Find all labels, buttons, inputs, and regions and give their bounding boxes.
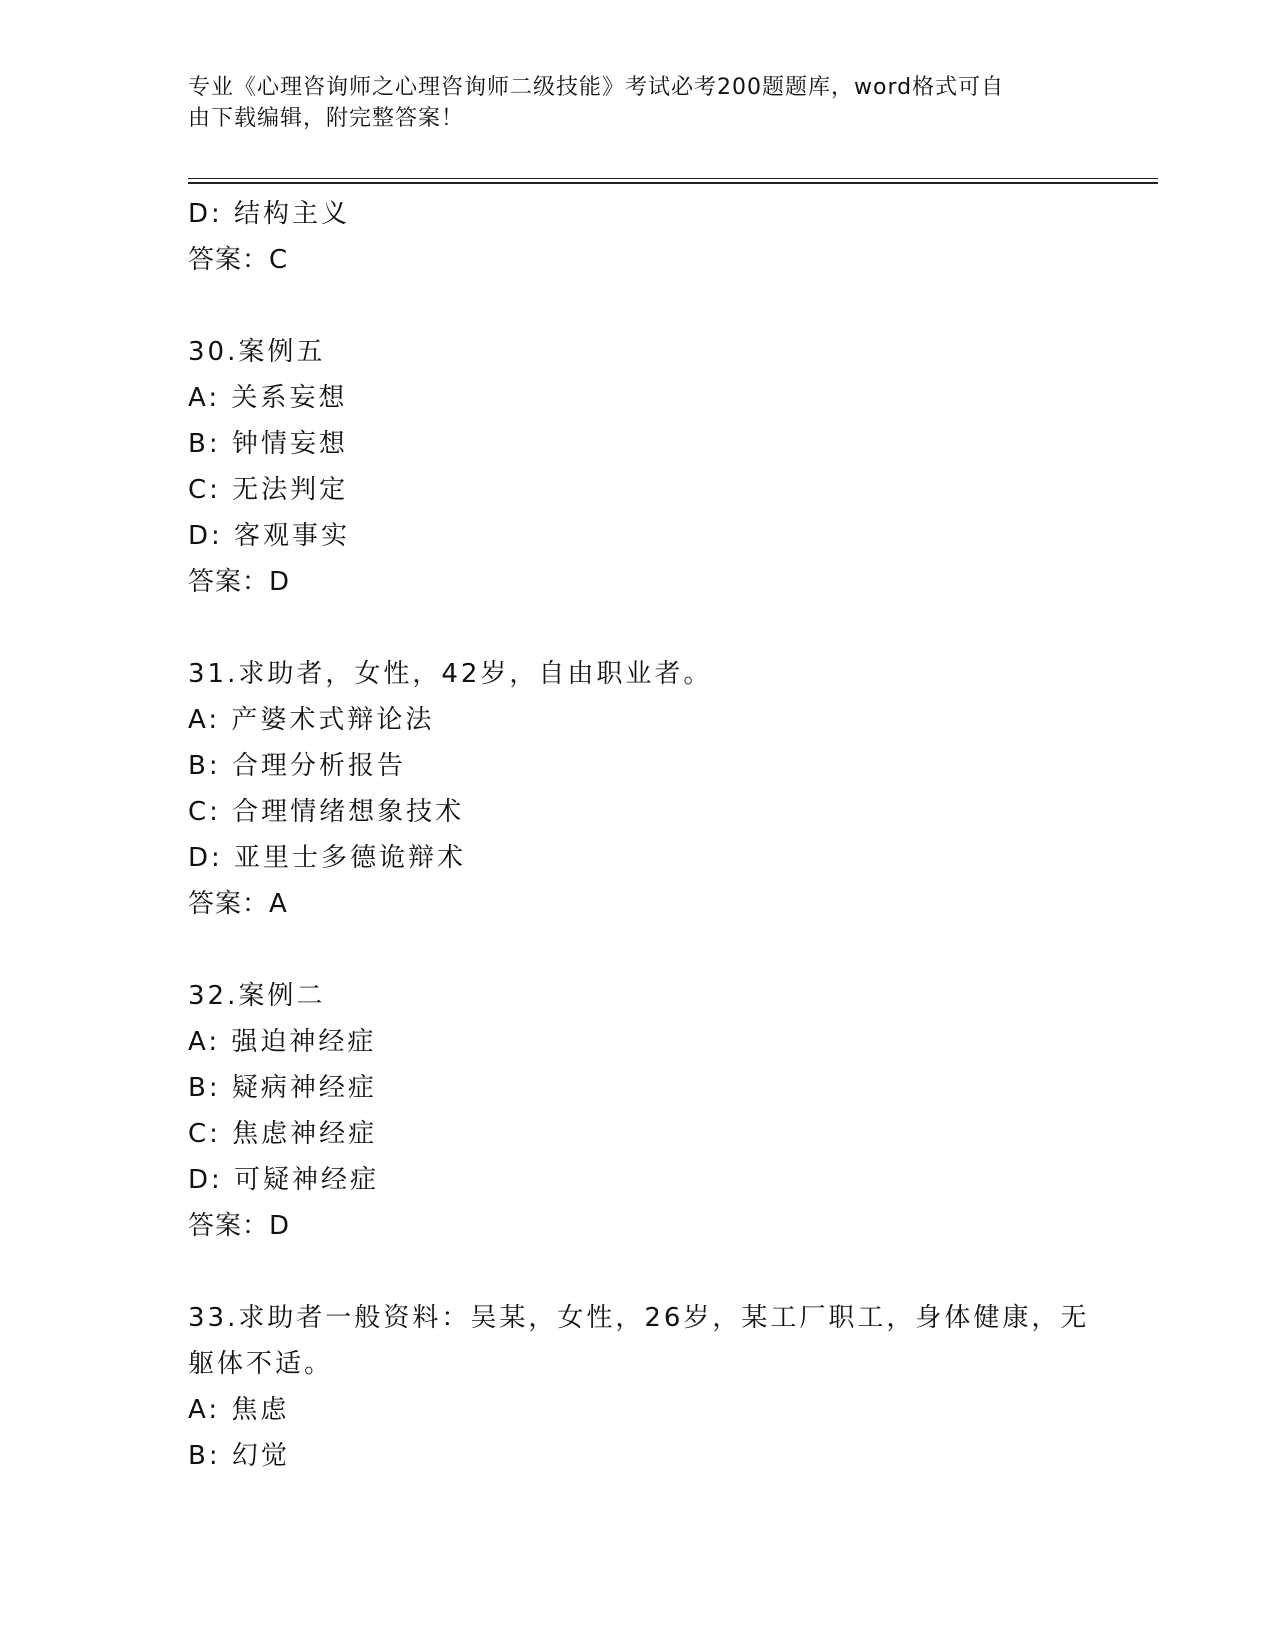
spacer: [188, 1249, 1088, 1295]
spacer: [188, 927, 1088, 973]
option-d: D: 结构主义: [188, 199, 351, 229]
option-b: B: 合理分析报告: [188, 751, 406, 781]
question-title-line-2: 躯体不适。: [188, 1349, 334, 1379]
option-d: D: 亚里士多德诡辩术: [188, 843, 467, 873]
question-30: [188, 329, 1088, 605]
header-line-2: 由下载编辑，附完整答案！: [188, 106, 465, 131]
question-title: 30.案例五: [188, 337, 326, 367]
document-header: [188, 72, 1088, 134]
header-divider-thin: [188, 178, 1158, 179]
option-a: A: 焦虑: [188, 1395, 290, 1425]
option-c: C: 合理情绪想象技术: [188, 797, 465, 827]
answer: 答案：D: [188, 1211, 291, 1241]
answer: 答案：D: [188, 567, 291, 597]
question-title-line-1: 33.求助者一般资料：吴某，女性，26岁，某工厂职工，身体健康，无: [188, 1303, 1090, 1333]
option-a: A: 产婆术式辩论法: [188, 705, 435, 735]
option-c: C: 焦虑神经症: [188, 1119, 378, 1149]
answer: 答案：A: [188, 889, 288, 919]
spacer: [188, 605, 1088, 651]
question-title: 31.求助者，女性，42岁，自由职业者。: [188, 659, 713, 689]
question-31: [188, 651, 1088, 927]
spacer: [188, 283, 1088, 329]
question-title: 32.案例二: [188, 981, 326, 1011]
question-32: [188, 973, 1088, 1249]
answer: 答案：C: [188, 245, 289, 275]
header-line-1: 专业《心理咨询师之心理咨询师二级技能》考试必考200题题库，word格式可自: [188, 75, 1005, 100]
header-divider-thick: [188, 182, 1158, 184]
option-a: A: 强迫神经症: [188, 1027, 377, 1057]
question-33: [188, 1295, 1088, 1479]
option-b: B: 幻觉: [188, 1441, 290, 1471]
question-list: [188, 191, 1088, 1479]
option-d: D: 可疑神经症: [188, 1165, 380, 1195]
option-a: A: 关系妄想: [188, 383, 348, 413]
option-c: C: 无法判定: [188, 475, 349, 505]
option-b: B: 钟情妄想: [188, 429, 348, 459]
option-b: B: 疑病神经症: [188, 1073, 377, 1103]
option-d: D: 客观事实: [188, 521, 351, 551]
